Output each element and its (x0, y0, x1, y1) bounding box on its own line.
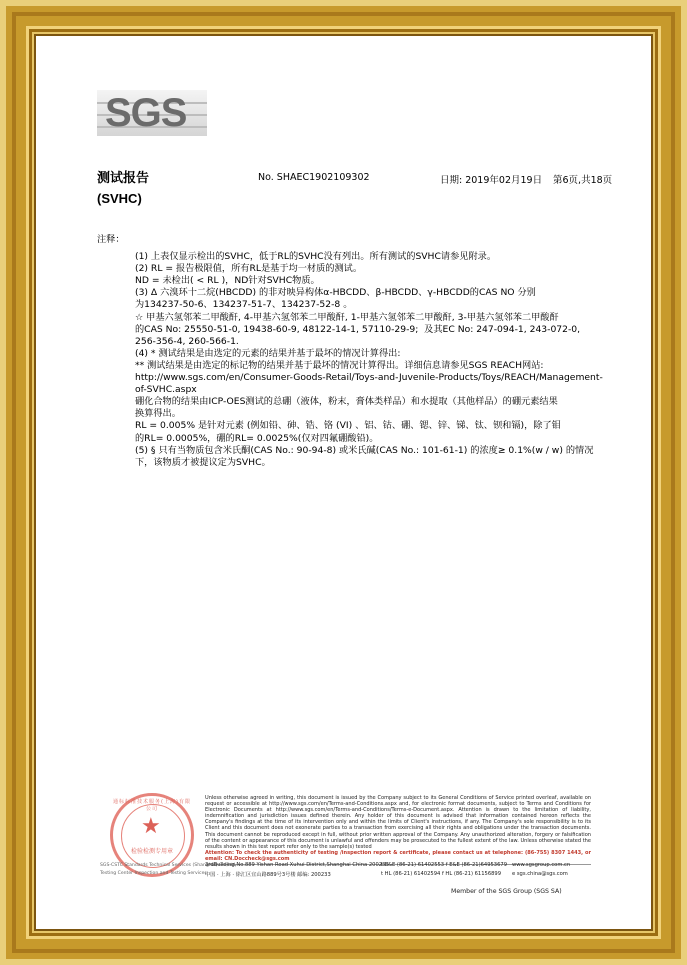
note-line: ☆ 甲基六氢邻苯二甲酸酐, 4-甲基六氢邻苯二甲酸酐, 1-甲基六氢邻苯二甲酸酐, 3-甲基六氢邻苯二甲酸酐 (135, 311, 559, 323)
email-icon: e (512, 871, 517, 877)
seal-ring-text: 通标标准技术服务(上海)有限公司 (113, 799, 191, 812)
footer-company-sub: Testing Center Inspection and Testing Services (100, 871, 207, 876)
note-line: 的CAS No: 25550-51-0, 19438-60-9, 48122-14-1, 57110-29-9; 及其EC No: 247-094-1, 243-072-0, (135, 323, 581, 335)
note-line: (2) RL = 报告极限值，所有RL是基于均一材质的测试。 (135, 263, 363, 275)
seal-text: 检验检测专用章 (130, 848, 173, 855)
note-line: (5) § 只有当物质包含米氏酮(CAS No.: 90-94-8) 或米氏碱(CAS No.: 101-61-1) 的浓度≥ 0.1%(w / w) 的情况 (135, 444, 594, 456)
report-title-line1: 测试报告 (97, 170, 150, 185)
address-cn: 中国 · 上海 · 徐汇区宜山路889号3号楼 邮编: 200233 (205, 872, 331, 878)
report-number: No. SHAEC1902109302 (258, 172, 370, 183)
note-line: 256-356-4, 260-566-1. (135, 335, 239, 347)
note-line: 下，该物质才被提议定为SVHC。 (135, 456, 271, 468)
report-title (97, 169, 149, 207)
note-line: 换算得出。 (135, 408, 181, 420)
notes-body (135, 251, 617, 469)
logo-text: SGS (105, 91, 187, 135)
page-number: 第6页,共18页 (553, 175, 613, 186)
note-line: of-SVHC.aspx (135, 384, 197, 396)
sgs-logo (97, 88, 207, 143)
legal-disclaimer (205, 795, 591, 865)
footer-company-en: SGS-CSTC Standards Technical Services (Shanghai) Co.,Ltd. (100, 863, 237, 868)
telephone-en: t E&E (86-21) 61402553 f E&E (86-21)64953679 (381, 862, 508, 868)
report-title-line2: (SVHC) (97, 191, 142, 206)
notes-section (97, 234, 617, 469)
member-text: Member of the SGS Group (SGS SA) (451, 888, 562, 895)
note-line: ** 测试结果是由选定的标记物的结果并基于最坏的情况计算得出。详细信息请参见SGS REACH网站: (135, 359, 544, 371)
website-link[interactable]: www.sgsgroup.com.cn (512, 862, 571, 868)
note-line: 为134237-50-6、134237-51-7、134237-52-8 。 (135, 299, 353, 311)
email-address: sgs.china@sgs.com (516, 871, 568, 877)
seal-star-icon: ★ (141, 814, 161, 839)
note-line: ND = 未检出( < RL )，ND针对SVHC物质。 (135, 275, 320, 287)
note-line: (1) 上表仅显示检出的SVHC，低于RL的SVHC没有列出。所有测试的SVHC请参见附录。 (135, 251, 497, 263)
address-en: 3rdBuilding,No.889 Yishan Road Xuhui District,Shanghai China 200233 (205, 862, 389, 868)
legal-text: Unless otherwise agreed in writing, this document is issued by the Company subject to its General Conditions of Service printed overleaf, available on request or accessible at http://www.sgs.com/en/Terms-and-Conditions.aspx and, for electronic format documents, subject to Terms and Conditions for Electronic Documents at http://www.sgs.com/en/Terms-and-Conditions/Terms-e-Document.aspx. Attention is drawn to the limitation of liability, indemnification and jurisdiction issues defined therein. Any holder of this document is advised that information contained hereon reflects the Company's findings at the time of its intervention only and within the limits of Client's instructions, if any. The Company's sole responsibility is to its Client and this document does not exonerate parties to a transaction from exercising all their rights and obligations under the transaction documents. This document cannot be reproduced except in full, without prior written approval of the Company. Any unauthorized alteration, forgery or falsification of the content or appearance of this document is unlawful and offenders may be prosecuted to the fullest extent of the law. Unless otherwise stated the results shown in this test report refer only to the sample(s) tested (205, 795, 591, 850)
email-link[interactable] (512, 871, 568, 877)
note-line: RL = 0.005% 是针对元素 (例如铅、砷、锆、铬 (VI) 、铝、钴、硼、锶、锌、锑、钛、钡和镉)，除了钼 (135, 420, 561, 432)
note-line: 的RL= 0.0005%，硼的RL= 0.0025%(仅对四氟硼酸铅)。 (135, 432, 379, 444)
note-line: http://www.sgs.com/en/Consumer-Goods-Retail/Toys-and-Juvenile-Products/Toys/REACH/Management- (135, 372, 603, 384)
report-date: 日期: 2019年02月19日 (440, 175, 543, 186)
telephone-cn: t HL (86-21) 61402594 f HL (86-21) 61156899 (381, 871, 502, 877)
note-line: (3) Δ 六溴环十二烷(HBCDD) 的非对映异构体α-HBCDD、β-HBCDD、γ-HBCDD的CAS NO 分别 (135, 287, 536, 299)
note-line: (4) * 测试结果是由选定的元素的结果并基于最坏的情况计算得出: (135, 347, 401, 359)
authenticity-attention: Attention: To check the authenticity of testing /inspection report & certificate, please contact us at telephone: (86-755) 8307 1443, or email: CN.Doccheck@sgs.com (205, 849, 591, 862)
note-line: 硼化合物的结果由ICP-OES测试的总硼（液体，粉末，膏体类样品）和水提取（其他样品）的硼元素结果 (135, 396, 558, 408)
notes-label: 注释： (97, 234, 125, 245)
